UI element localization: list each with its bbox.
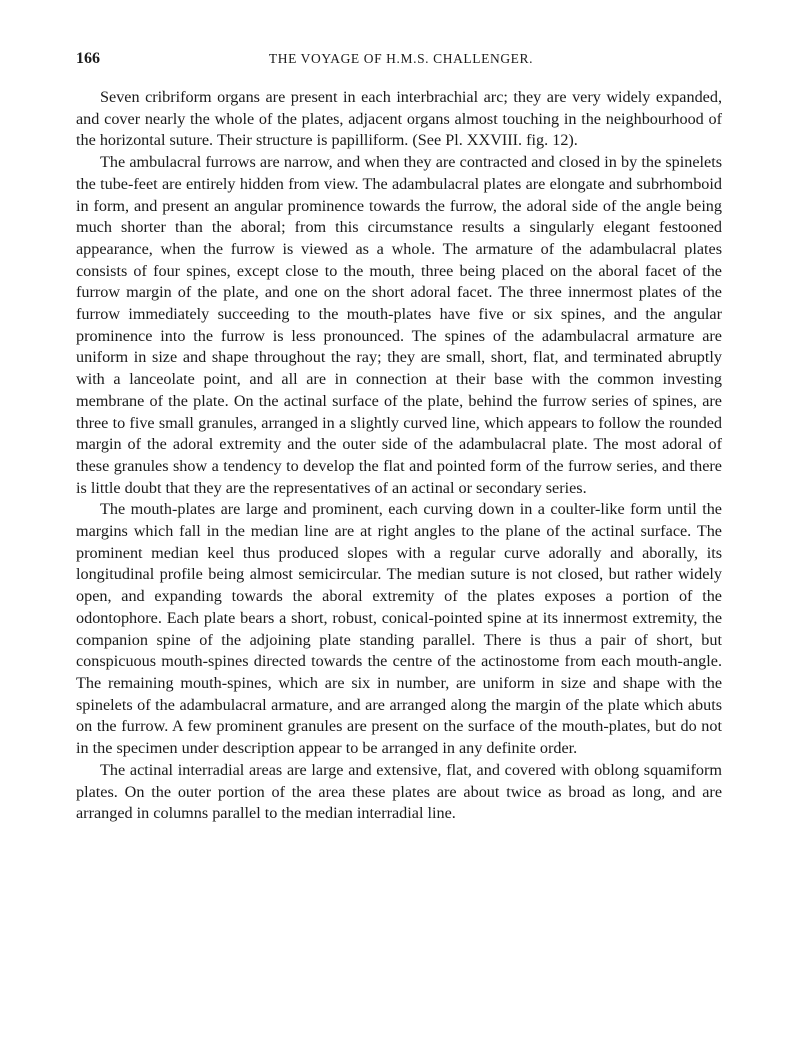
page-header <box>76 50 726 72</box>
paragraph-mouth-plates: The mouth-plates are large and prominent, each curving down in a coulter-like form until the margins which fall in the median line are at right angles to the plane of the actinal surface. The prominent median keel thus produced slopes with a regular curve adorally and aborally, its longitudinal profile being almost semicircular. The median suture is not closed, but rather widely open, and expanding towards the aboral extremity of the plates exposes a portion of the odontophore. Each plate bears a short, robust, conical-pointed spine at its innermost extremity, the companion spine of the adjoining plate standing parallel. There is thus a pair of short, but conspicuous mouth-spines directed towards the centre of the actinostome from each mouth-angle. The remaining mouth-spines, which are six in number, are uniform in size and shape with the spinelets of the adambulacral armature, and are arranged along the margin of the plate which abuts on the furrow. A few prominent granules are present on the surface of the mouth-plates, but do not in the specimen under description appear to be arranged in any definite order. <box>76 500 722 758</box>
paragraph-ambulacral-furrows: The ambulacral furrows are narrow, and when they are contracted and closed in by the spinelets the tube-feet are entirely hidden from view. The adambulacral plates are elongate and subrhomboid in form, and present an angular prominence towards the furrow, the adoral side of the angle being much shorter than the aboral; from this circumstance results a singularly elegant festooned appearance, when the furrow is viewed as a whole. The armature of the adambulacral plates consists of four spines, except close to the mouth, three being placed on the aboral facet of the furrow margin of the plate, and one on the short adoral facet. The three innermost plates of the furrow immediately succeeding to the mouth-plates have five or six spines, and the angular prominence into the furrow is less pronounced. The spines of the adambulacral armature are uniform in size and shape throughout the ray; they are small, short, flat, and terminated abruptly with a lanceolate point, and all are in connection at their base with the common investing membrane of the plate. On the actinal surface of the plate, behind the furrow series of spines, are three to five small granules, arranged in a slightly curved line, which appears to follow the rounded margin of the adoral extremity and the outer side of the adambulacral plate. The most adoral of these granules show a tendency to develop the flat and pointed form of the furrow series, and there is little doubt that they are the representatives of an actinal or secondary series. <box>76 153 722 497</box>
running-title: THE VOYAGE OF H.M.S. CHALLENGER. <box>268 51 534 66</box>
paragraph-cribriform-organs: Seven cribriform organs are present in each interbrachial arc; they are very widely expanded, and cover nearly the whole of the plates, adjacent organs almost touching in the neighbourhood of the horizontal suture. Their structure is papilliform. (See Pl. XXVIII. fig. 12). <box>76 88 722 150</box>
page-number: 166 <box>76 50 100 67</box>
body-text <box>76 87 722 825</box>
paragraph-interradial-areas: The actinal interradial areas are large and extensive, flat, and covered with oblong squamiform plates. On the outer portion of the area these plates are about twice as broad as long, and are arranged in columns parallel to the median interradial line. <box>76 760 722 823</box>
